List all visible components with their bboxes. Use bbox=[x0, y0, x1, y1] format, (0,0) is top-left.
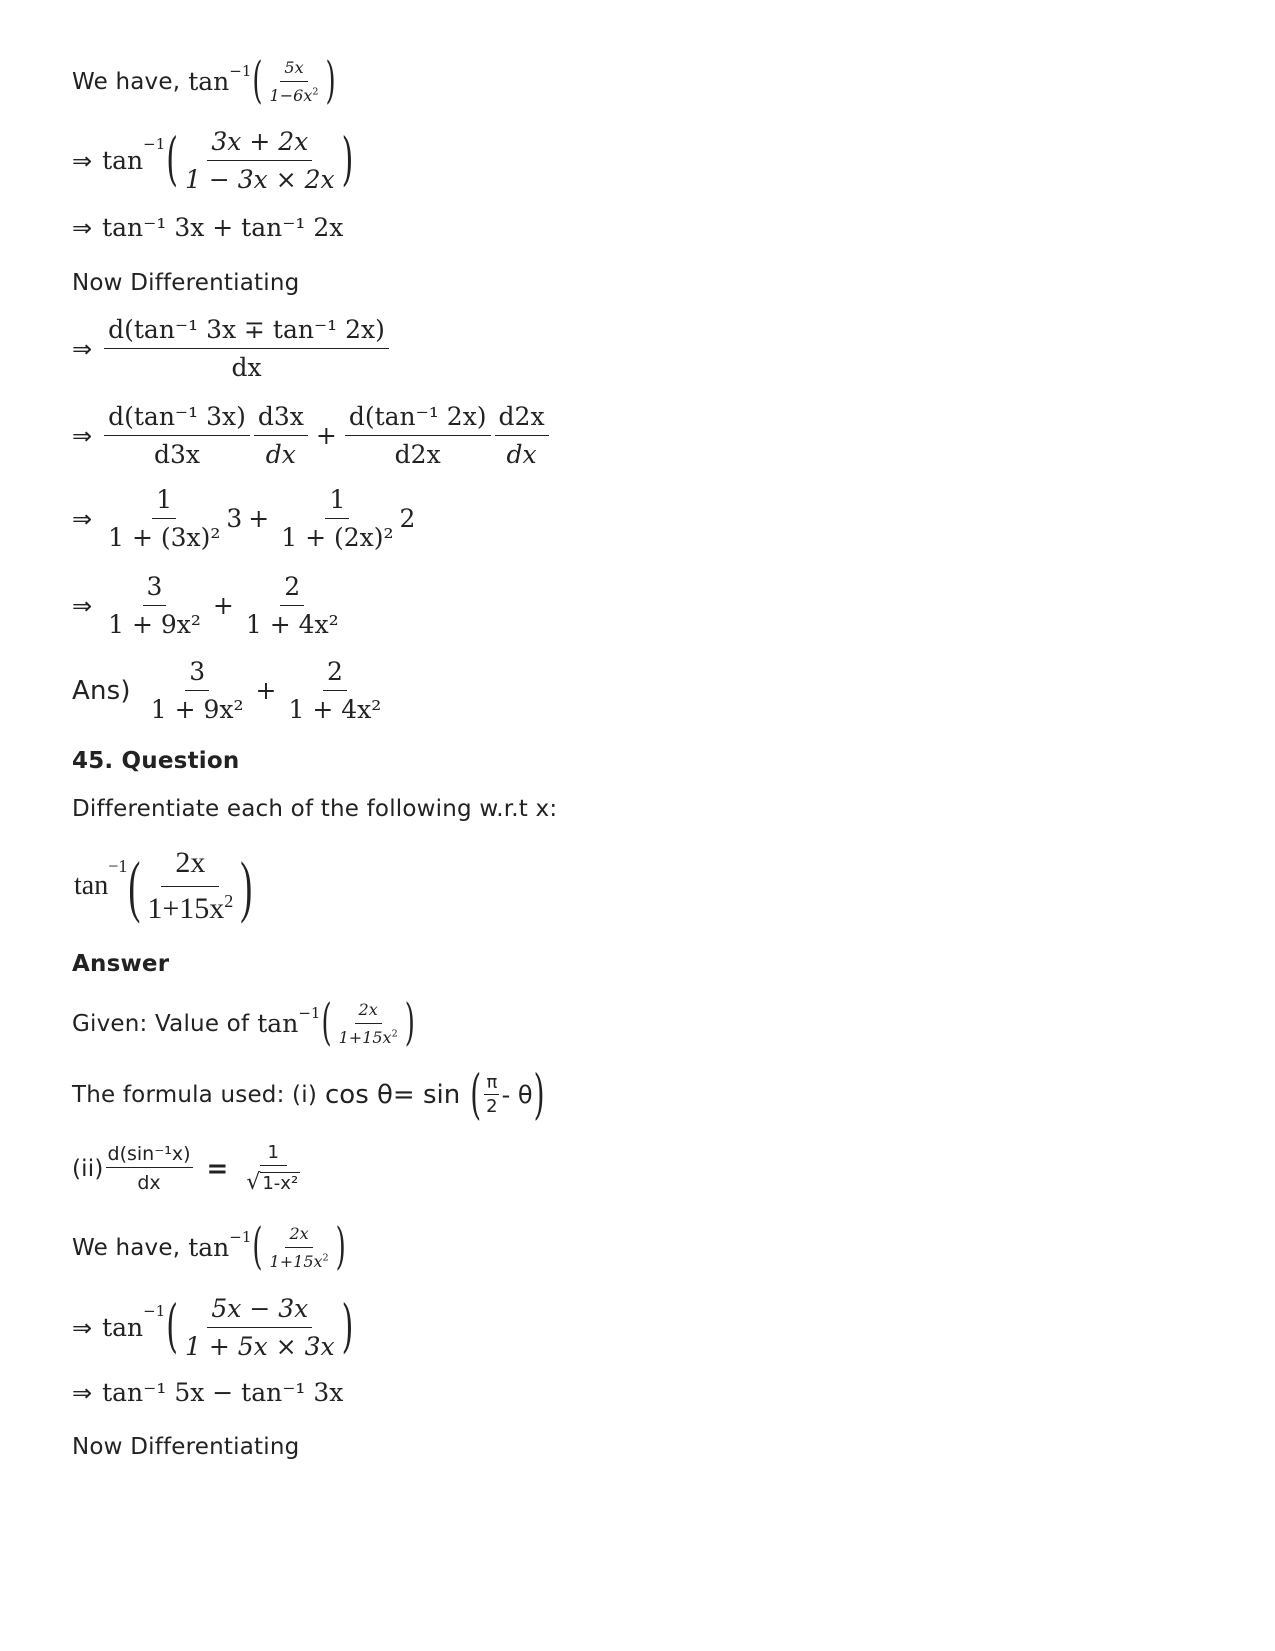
given-num: 2x bbox=[355, 1000, 382, 1024]
question-heading: 45. Question bbox=[72, 748, 240, 774]
question-num: 2x bbox=[161, 846, 219, 887]
paren: ( bbox=[128, 848, 141, 924]
implies-arrow: ⇒ bbox=[72, 1313, 93, 1342]
implies-arrow: ⇒ bbox=[72, 146, 93, 175]
paren: ( bbox=[166, 127, 179, 194]
formula-1-den: 2 bbox=[486, 1096, 498, 1117]
implies-arrow: ⇒ bbox=[72, 1378, 93, 1407]
step-7-n2: 2 bbox=[280, 572, 304, 606]
step-7-frac-2 bbox=[242, 572, 343, 639]
paren: ( bbox=[166, 1294, 179, 1361]
step-5-n2: d3x bbox=[254, 402, 308, 436]
step-2-func: tan bbox=[102, 146, 144, 175]
step-5-frac-2 bbox=[254, 402, 308, 469]
formula-2-rden: 1-x² bbox=[262, 1173, 299, 1194]
formula-2-eq: = bbox=[206, 1153, 229, 1184]
paren: ) bbox=[335, 1219, 346, 1276]
ans-d2: 1 + 4x² bbox=[288, 695, 382, 724]
step-8-fraction bbox=[266, 1224, 333, 1271]
step-9-fraction bbox=[181, 1294, 339, 1361]
formula-1-fraction bbox=[484, 1072, 499, 1117]
step-9-func: tan bbox=[102, 1313, 144, 1342]
ans-frac-1 bbox=[147, 657, 248, 724]
step-2-num: 3x + 2x bbox=[207, 127, 312, 161]
question-sup: −1 bbox=[108, 856, 128, 876]
question-text: Differentiate each of the following w.r.t x: bbox=[72, 796, 558, 822]
step-4-num: d(tan⁻¹ 3x ∓ tan⁻¹ 2x) bbox=[104, 315, 389, 349]
step-1-num: 5x bbox=[280, 58, 307, 82]
implies-arrow: ⇒ bbox=[72, 334, 93, 363]
step-5-frac-1 bbox=[104, 402, 250, 469]
step-6 bbox=[72, 485, 415, 552]
ans-frac-2 bbox=[285, 657, 386, 724]
step-8 bbox=[72, 1219, 347, 1276]
ans-label: Ans) bbox=[72, 675, 131, 706]
step-9-den: 1 + 5x × 3x bbox=[185, 1332, 335, 1361]
given-func: tan bbox=[257, 1009, 299, 1038]
step-2-sup: −1 bbox=[143, 135, 166, 153]
step-5-n4: d2x bbox=[495, 402, 549, 436]
step-9 bbox=[72, 1294, 354, 1361]
step-1 bbox=[72, 53, 337, 110]
step-8-den: 1+15x bbox=[269, 1252, 323, 1271]
ans-d1: 1 + 9x² bbox=[150, 695, 244, 724]
step-4-den: dx bbox=[231, 353, 262, 382]
implies-arrow: ⇒ bbox=[72, 591, 93, 620]
step-2 bbox=[72, 127, 354, 194]
formula-1-num: π bbox=[486, 1072, 498, 1093]
step-1-den-sup: 2 bbox=[312, 86, 319, 98]
step-6-m2: 2 bbox=[399, 504, 416, 533]
step-4 bbox=[72, 315, 391, 382]
step-6-frac-1 bbox=[104, 485, 224, 552]
given-lead: Given: Value of bbox=[72, 1010, 250, 1037]
step-5-d3: d2x bbox=[394, 440, 441, 469]
given-sup: −1 bbox=[298, 1004, 321, 1022]
answer-heading: Answer bbox=[72, 951, 170, 977]
ans-op: + bbox=[255, 676, 277, 705]
step-2-den: 1 − 3x × 2x bbox=[185, 165, 335, 194]
given-fraction bbox=[335, 1000, 402, 1047]
step-6-frac-2 bbox=[277, 485, 397, 552]
paren: ) bbox=[325, 53, 336, 110]
step-5-frac-4 bbox=[495, 402, 549, 469]
step-5-op: + bbox=[315, 421, 337, 450]
now-differentiating-2: Now Differentiating bbox=[72, 1434, 300, 1460]
step-6-n2: 1 bbox=[325, 485, 349, 519]
step-4-fraction bbox=[104, 315, 389, 382]
step-1-fraction bbox=[266, 58, 323, 105]
step-8-lead: We have, bbox=[72, 1234, 181, 1261]
step-3-expr: tan⁻¹ 3x + tan⁻¹ 2x bbox=[102, 213, 344, 242]
given-den: 1+15x bbox=[338, 1028, 392, 1047]
ans-n2: 2 bbox=[323, 657, 347, 691]
step-1-den: 1−6x bbox=[269, 86, 313, 105]
step-6-m1: 3 bbox=[226, 504, 243, 533]
step-5-d4: dx bbox=[506, 440, 537, 469]
step-5-d1: d3x bbox=[153, 440, 200, 469]
formula-2-den: dx bbox=[137, 1172, 161, 1194]
step-1-func: tan bbox=[188, 67, 230, 96]
step-6-n1: 1 bbox=[152, 485, 176, 519]
paren: ( bbox=[321, 995, 332, 1052]
formula-1-expr: cos θ= sin bbox=[325, 1079, 461, 1110]
step-5-frac-3 bbox=[345, 402, 491, 469]
step-6-d1: 1 + (3x)² bbox=[108, 523, 221, 552]
question-fraction bbox=[143, 846, 237, 926]
paren: ) bbox=[341, 1294, 354, 1361]
implies-arrow: ⇒ bbox=[72, 213, 93, 242]
step-1-sup: −1 bbox=[229, 62, 252, 80]
question-expr bbox=[74, 846, 253, 926]
step-5 bbox=[72, 402, 551, 469]
step-10-expr: tan⁻¹ 5x − tan⁻¹ 3x bbox=[102, 1378, 344, 1407]
formula-2 bbox=[72, 1142, 306, 1195]
implies-arrow: ⇒ bbox=[72, 421, 93, 450]
implies-arrow: ⇒ bbox=[72, 504, 93, 533]
now-differentiating-1: Now Differentiating bbox=[72, 270, 300, 296]
step-8-den-sup: 2 bbox=[322, 1252, 329, 1264]
formula-1 bbox=[72, 1063, 546, 1126]
step-7 bbox=[72, 572, 345, 639]
formula-1-lead: The formula used: (i) bbox=[72, 1081, 317, 1108]
step-8-sup: −1 bbox=[229, 1228, 252, 1246]
paren: ) bbox=[341, 127, 354, 194]
formula-1-tail: - θ bbox=[501, 1080, 533, 1109]
paren: ) bbox=[404, 995, 415, 1052]
paren: ) bbox=[533, 1063, 545, 1126]
sqrt-icon: √ bbox=[246, 1170, 261, 1195]
step-7-d1: 1 + 9x² bbox=[108, 610, 201, 639]
step-7-d2: 1 + 4x² bbox=[245, 610, 339, 639]
step-5-d2: dx bbox=[265, 440, 296, 469]
step-7-op: + bbox=[212, 591, 234, 620]
answer-line bbox=[72, 657, 387, 724]
formula-2-num: d(sin⁻¹x) bbox=[106, 1143, 193, 1168]
paren: ) bbox=[240, 848, 253, 924]
step-3 bbox=[72, 213, 343, 242]
step-7-frac-1 bbox=[104, 572, 205, 639]
step-8-num: 2x bbox=[285, 1224, 312, 1248]
formula-2-rnum: 1 bbox=[260, 1142, 287, 1166]
paren: ( bbox=[252, 1219, 263, 1276]
given-den-sup: 2 bbox=[391, 1028, 398, 1040]
step-5-n1: d(tan⁻¹ 3x) bbox=[104, 402, 250, 436]
step-2-fraction bbox=[181, 127, 339, 194]
step-7-n1: 3 bbox=[143, 572, 167, 606]
formula-2-rhs bbox=[242, 1142, 304, 1195]
step-6-op: + bbox=[248, 504, 270, 533]
given-line bbox=[72, 995, 416, 1052]
question-func: tan bbox=[74, 870, 109, 901]
step-10 bbox=[72, 1378, 343, 1407]
step-6-d2: 1 + (2x)² bbox=[281, 523, 394, 552]
step-8-func: tan bbox=[188, 1233, 230, 1262]
paren: ( bbox=[252, 53, 263, 110]
step-9-num: 5x − 3x bbox=[207, 1294, 312, 1328]
ans-n1: 3 bbox=[185, 657, 209, 691]
question-den: 1+15x bbox=[147, 892, 225, 925]
formula-2-fraction bbox=[106, 1143, 193, 1194]
formula-2-lead: (ii) bbox=[72, 1155, 104, 1182]
question-den-sup: 2 bbox=[224, 891, 234, 911]
paren: ( bbox=[470, 1063, 482, 1126]
step-9-sup: −1 bbox=[143, 1302, 166, 1320]
step-1-lead: We have, bbox=[72, 68, 181, 95]
step-5-n3: d(tan⁻¹ 2x) bbox=[345, 402, 491, 436]
